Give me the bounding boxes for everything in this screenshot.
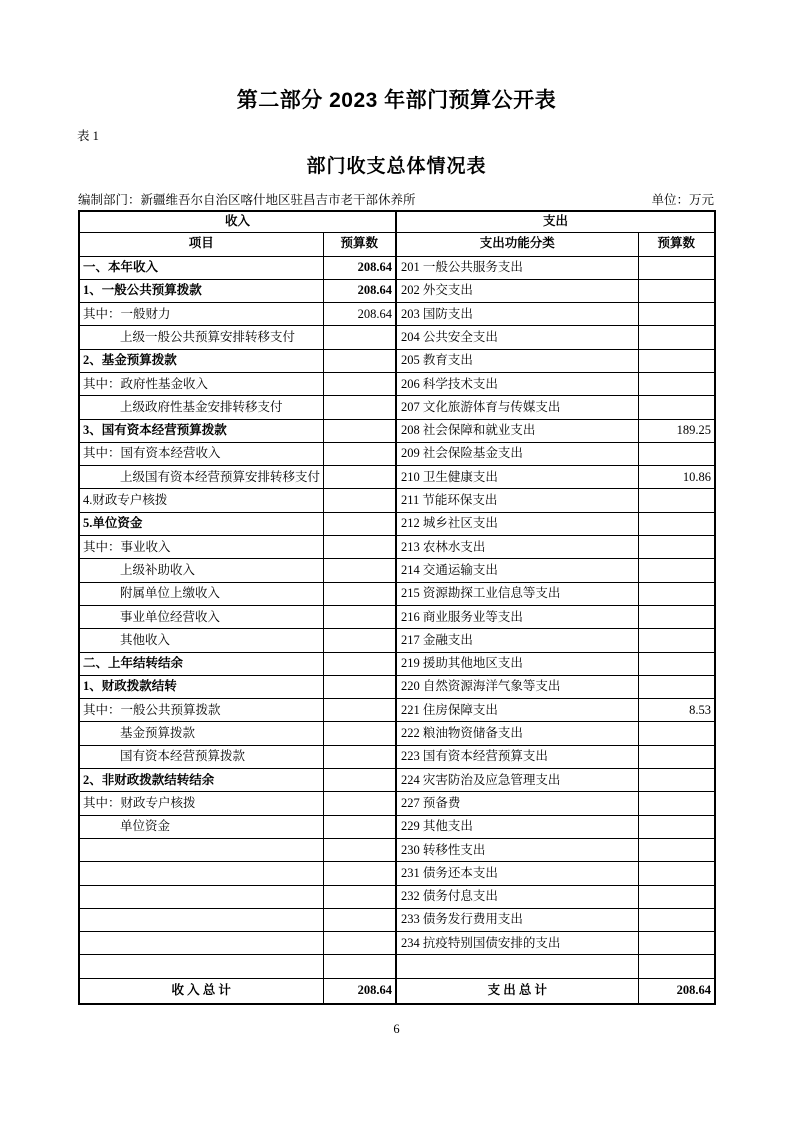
expenditure-budget-cell xyxy=(638,955,715,978)
table-meta-row xyxy=(78,190,714,208)
prepared-by-text: 编制部门：新疆维吾尔自治区喀什地区驻昌吉市老干部休养所 xyxy=(78,193,416,207)
expenditure-item-cell: 207 文化旅游体育与传媒支出 xyxy=(396,396,638,419)
expenditure-budget-cell xyxy=(638,838,715,861)
expenditure-budget-cell xyxy=(638,349,715,372)
table-row xyxy=(79,838,715,861)
income-item-cell: 3、国有资本经营预算拨款 xyxy=(79,419,323,442)
part-title: 第二部分 2023 年部门预算公开表 xyxy=(236,89,557,112)
expenditure-budget-cell: 8.53 xyxy=(638,699,715,722)
table-row xyxy=(79,885,715,908)
table-row xyxy=(79,303,715,326)
expenditure-item-cell: 212 城乡社区支出 xyxy=(396,512,638,535)
expenditure-section-header: 支出 xyxy=(396,211,715,232)
table-row xyxy=(79,862,715,885)
income-item-cell: 1、财政拨款结转 xyxy=(79,675,323,698)
income-budget-cell xyxy=(323,838,396,861)
expenditure-budget-cell xyxy=(638,815,715,838)
table-row xyxy=(79,396,715,419)
income-item-cell: 基金预算拨款 xyxy=(79,722,323,745)
table-row xyxy=(79,652,715,675)
expenditure-budget-cell xyxy=(638,326,715,349)
income-budget-cell xyxy=(323,489,396,512)
income-item-cell: 其中：财政专户核拨 xyxy=(79,792,323,815)
table-row xyxy=(79,489,715,512)
table-row xyxy=(79,256,715,279)
expenditure-item-cell: 231 债务还本支出 xyxy=(396,862,638,885)
income-item-cell: 一、本年收入 xyxy=(79,256,323,279)
income-item-cell xyxy=(79,862,323,885)
expenditure-budget-cell xyxy=(638,396,715,419)
expenditure-budget-cell xyxy=(638,885,715,908)
table-row xyxy=(79,326,715,349)
expenditure-item-cell: 234 抗疫特别国债安排的支出 xyxy=(396,932,638,955)
income-item-cell: 单位资金 xyxy=(79,815,323,838)
table-row xyxy=(79,559,715,582)
expenditure-item-cell xyxy=(396,955,638,978)
income-budget-cell xyxy=(323,932,396,955)
table-row xyxy=(79,466,715,489)
expenditure-budget-cell xyxy=(638,256,715,279)
income-budget-cell xyxy=(323,629,396,652)
income-item-cell xyxy=(79,955,323,978)
income-item-cell: 其中：政府性基金收入 xyxy=(79,372,323,395)
table-row xyxy=(79,699,715,722)
income-budget-cell xyxy=(323,559,396,582)
expenditure-item-cell: 229 其他支出 xyxy=(396,815,638,838)
expenditure-budget-cell xyxy=(638,559,715,582)
table-row xyxy=(79,629,715,652)
table-row xyxy=(79,769,715,792)
table-row xyxy=(79,675,715,698)
income-item-cell xyxy=(79,908,323,931)
income-item-cell: 上级政府性基金安排转移支付 xyxy=(79,396,323,419)
income-item-cell: 事业单位经营收入 xyxy=(79,605,323,628)
income-budget-cell xyxy=(323,722,396,745)
income-budget-cell xyxy=(323,396,396,419)
expenditure-item-cell: 232 债务付息支出 xyxy=(396,885,638,908)
income-budget-cell xyxy=(323,862,396,885)
expenditure-item-cell: 210 卫生健康支出 xyxy=(396,466,638,489)
income-item-cell xyxy=(79,932,323,955)
expenditure-budget-cell xyxy=(638,652,715,675)
income-budget-cell xyxy=(323,675,396,698)
total-row xyxy=(79,978,715,1004)
expenditure-budget-cell xyxy=(638,489,715,512)
income-item-cell: 上级补助收入 xyxy=(79,559,323,582)
expenditure-item-cell: 202 外交支出 xyxy=(396,279,638,302)
expenditure-item-cell: 204 公共安全支出 xyxy=(396,326,638,349)
income-budget-cell xyxy=(323,326,396,349)
expenditure-item-cell: 227 预备费 xyxy=(396,792,638,815)
expenditure-budget-cell xyxy=(638,932,715,955)
expenditure-item-cell: 209 社会保险基金支出 xyxy=(396,442,638,465)
income-item-cell xyxy=(79,838,323,861)
income-budget-cell xyxy=(323,466,396,489)
table-row xyxy=(79,722,715,745)
expenditure-total-value: 208.64 xyxy=(638,978,715,1004)
expenditure-budget-cell xyxy=(638,512,715,535)
table-row xyxy=(79,419,715,442)
expenditure-item-cell: 203 国防支出 xyxy=(396,303,638,326)
income-budget-cell xyxy=(323,885,396,908)
income-item-cell: 5.单位资金 xyxy=(79,512,323,535)
income-total-value: 208.64 xyxy=(323,978,396,1004)
table-row xyxy=(79,582,715,605)
expenditure-item-cell: 205 教育支出 xyxy=(396,349,638,372)
expenditure-item-cell: 208 社会保障和就业支出 xyxy=(396,419,638,442)
expenditure-budget-cell xyxy=(638,629,715,652)
income-budget-cell xyxy=(323,792,396,815)
income-section-header: 收入 xyxy=(79,211,396,232)
income-item-cell: 2、基金预算拨款 xyxy=(79,349,323,372)
page-title: 部门收支总体情况表 xyxy=(306,156,487,177)
income-budget-cell xyxy=(323,372,396,395)
column-header-budget2: 预算数 xyxy=(638,232,715,256)
income-budget-cell xyxy=(323,955,396,978)
expenditure-item-cell: 213 农林水支出 xyxy=(396,536,638,559)
expenditure-item-cell: 224 灾害防治及应急管理支出 xyxy=(396,769,638,792)
expenditure-budget-cell xyxy=(638,442,715,465)
expenditure-budget-cell xyxy=(638,862,715,885)
income-budget-cell xyxy=(323,442,396,465)
expenditure-budget-cell xyxy=(638,722,715,745)
table-body xyxy=(79,256,715,1004)
income-budget-cell: 208.64 xyxy=(323,279,396,302)
income-budget-cell: 208.64 xyxy=(323,303,396,326)
income-budget-cell xyxy=(323,582,396,605)
table-row xyxy=(79,745,715,768)
income-item-cell: 上级国有资本经营预算安排转移支付 xyxy=(79,466,323,489)
income-item-cell: 附属单位上缴收入 xyxy=(79,582,323,605)
income-item-cell: 4.财政专户核拨 xyxy=(79,489,323,512)
income-budget-cell xyxy=(323,419,396,442)
expenditure-budget-cell xyxy=(638,372,715,395)
income-budget-cell xyxy=(323,536,396,559)
table-header xyxy=(79,211,715,256)
header-row-columns xyxy=(79,232,715,256)
expenditure-budget-cell xyxy=(638,675,715,698)
page-number: 6 xyxy=(393,1022,400,1036)
expenditure-budget-cell xyxy=(638,536,715,559)
table-row xyxy=(79,372,715,395)
column-header-budget: 预算数 xyxy=(323,232,396,256)
table-row xyxy=(79,792,715,815)
expenditure-budget-cell xyxy=(638,908,715,931)
expenditure-item-cell: 206 科学技术支出 xyxy=(396,372,638,395)
expenditure-budget-cell: 189.25 xyxy=(638,419,715,442)
income-item-cell: 2、非财政拨款结转结余 xyxy=(79,769,323,792)
expenditure-item-cell: 220 自然资源海洋气象等支出 xyxy=(396,675,638,698)
expenditure-total-label: 支 出 总 计 xyxy=(396,978,638,1004)
expenditure-item-cell: 223 国有资本经营预算支出 xyxy=(396,745,638,768)
expenditure-item-cell: 216 商业服务业等支出 xyxy=(396,605,638,628)
income-item-cell: 其中：一般公共预算拨款 xyxy=(79,699,323,722)
expenditure-item-cell: 233 债务发行费用支出 xyxy=(396,908,638,931)
income-item-cell: 其他收入 xyxy=(79,629,323,652)
table-row xyxy=(79,605,715,628)
expenditure-item-cell: 215 资源勘探工业信息等支出 xyxy=(396,582,638,605)
income-item-cell: 上级一般公共预算安排转移支付 xyxy=(79,326,323,349)
expenditure-budget-cell xyxy=(638,769,715,792)
expenditure-item-cell: 221 住房保障支出 xyxy=(396,699,638,722)
income-item-cell: 其中：国有资本经营收入 xyxy=(79,442,323,465)
income-item-cell: 其中：一般财力 xyxy=(79,303,323,326)
table-row xyxy=(79,442,715,465)
income-item-cell: 其中：事业收入 xyxy=(79,536,323,559)
expenditure-item-cell: 211 节能环保支出 xyxy=(396,489,638,512)
income-budget-cell xyxy=(323,652,396,675)
table-row xyxy=(79,536,715,559)
expenditure-item-cell: 214 交通运输支出 xyxy=(396,559,638,582)
expenditure-budget-cell xyxy=(638,582,715,605)
column-header-function-class: 支出功能分类 xyxy=(396,232,638,256)
table-row xyxy=(79,932,715,955)
header-row-sections xyxy=(79,211,715,232)
table-row xyxy=(79,512,715,535)
income-budget-cell xyxy=(323,815,396,838)
income-budget-cell xyxy=(323,745,396,768)
column-header-item: 项目 xyxy=(79,232,323,256)
expenditure-item-cell: 219 援助其他地区支出 xyxy=(396,652,638,675)
expenditure-budget-cell xyxy=(638,792,715,815)
table-row xyxy=(79,279,715,302)
income-budget-cell xyxy=(323,512,396,535)
income-budget-cell: 208.64 xyxy=(323,256,396,279)
income-item-cell: 国有资本经营预算拨款 xyxy=(79,745,323,768)
expenditure-budget-cell xyxy=(638,605,715,628)
table-row xyxy=(79,955,715,978)
table-row xyxy=(79,349,715,372)
expenditure-item-cell: 217 金融支出 xyxy=(396,629,638,652)
expenditure-item-cell: 201 一般公共服务支出 xyxy=(396,256,638,279)
table-row xyxy=(79,815,715,838)
income-item-cell xyxy=(79,885,323,908)
income-total-label: 收 入 总 计 xyxy=(79,978,323,1004)
income-item-cell: 1、一般公共预算拨款 xyxy=(79,279,323,302)
expenditure-item-cell: 222 粮油物资储备支出 xyxy=(396,722,638,745)
income-budget-cell xyxy=(323,699,396,722)
expenditure-budget-cell: 10.86 xyxy=(638,466,715,489)
budget-table xyxy=(78,210,716,1005)
unit-label: 单位：万元 xyxy=(651,193,714,207)
expenditure-budget-cell xyxy=(638,279,715,302)
expenditure-budget-cell xyxy=(638,303,715,326)
table-row xyxy=(79,908,715,931)
income-budget-cell xyxy=(323,349,396,372)
income-budget-cell xyxy=(323,769,396,792)
income-item-cell: 二、上年结转结余 xyxy=(79,652,323,675)
income-budget-cell xyxy=(323,605,396,628)
table-label: 表 1 xyxy=(77,129,99,143)
income-budget-cell xyxy=(323,908,396,931)
expenditure-item-cell: 230 转移性支出 xyxy=(396,838,638,861)
expenditure-budget-cell xyxy=(638,745,715,768)
